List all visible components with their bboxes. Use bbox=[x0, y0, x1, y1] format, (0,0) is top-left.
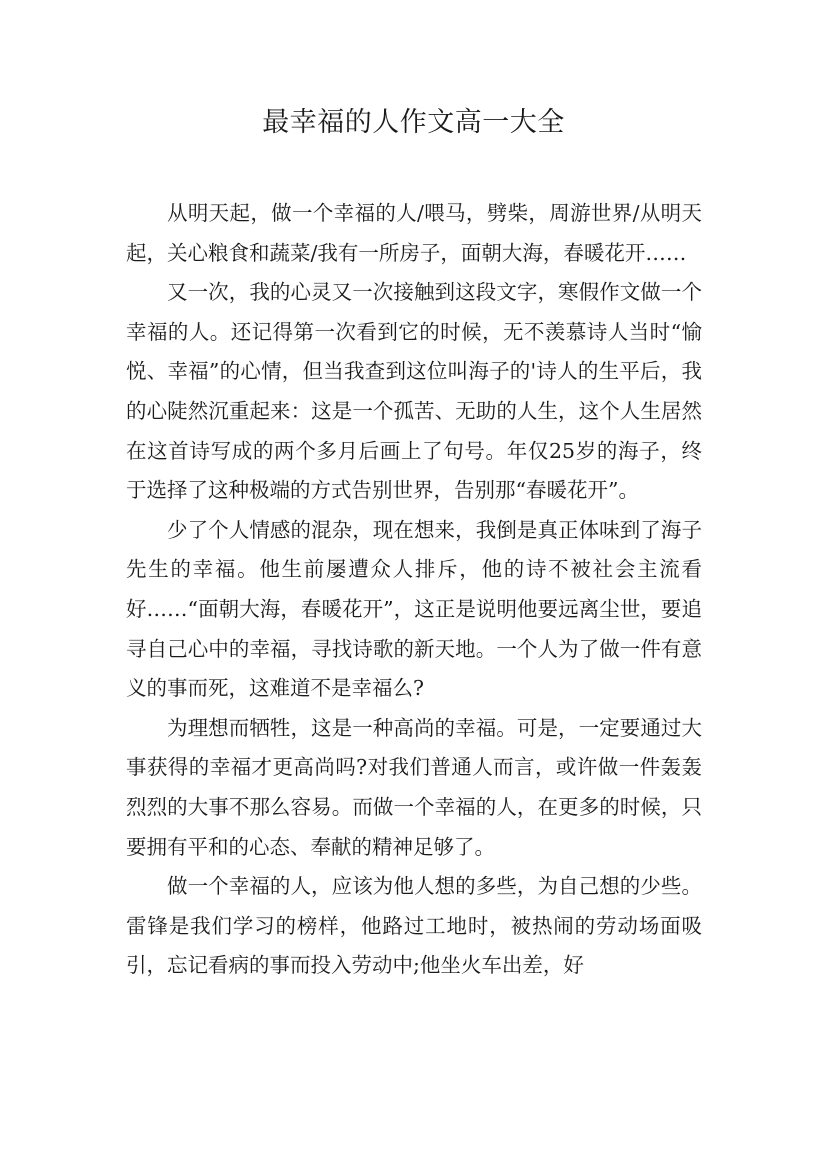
paragraph: 又一次，我的心灵又一次接触到这段文字，寒假作文做一个幸福的人。还记得第一次看到它的时候，无不羡慕诗人当时“愉悦、幸福”的心情，但当我查到这位叫海子的'诗人的生平后，我的心陡然沉重起来：这是一个孤苦、无助的人生，这个人生居然在这首诗写成的两个多月后画上了句号。年仅25岁的海子，终于选择了这种极端的方式告别世界，告别那“春暖花开”。 bbox=[126, 280, 702, 503]
paragraph: 为理想而牺牲，这是一种高尚的幸福。可是，一定要通过大事获得的幸福才更高尚吗?对我们普通人而言，或许做一件轰轰烈烈的大事不那么容易。而做一个幸福的人，在更多的时候，只要拥有平和的心态、奉献的精神足够了。 bbox=[126, 715, 702, 859]
document-body bbox=[126, 194, 702, 986]
paragraph: 从明天起，做一个幸福的人/喂马，劈柴，周游世界/从明天起，关心粮食和蔬菜/我有一所房子，面朝大海，春暖花开…… bbox=[126, 201, 702, 265]
document-title: 最幸福的人作文高一大全 bbox=[262, 107, 565, 138]
paragraph: 少了个人情感的混杂，现在想来，我倒是真正体味到了海子先生的幸福。他生前屡遭众人排斥，他的诗不被社会主流看好……“面朝大海，春暖花开”，这正是说明他要远离尘世，要追寻自己心中的幸福，寻找诗歌的新天地。一个人为了做一件有意义的事而死，这难道不是幸福么? bbox=[126, 517, 702, 701]
paragraph: 做一个幸福的人，应该为他人想的多些，为自己想的少些。雷锋是我们学习的榜样，他路过工地时，被热闹的劳动场面吸引，忘记看病的事而投入劳动中;他坐火车出差，好 bbox=[126, 874, 702, 978]
